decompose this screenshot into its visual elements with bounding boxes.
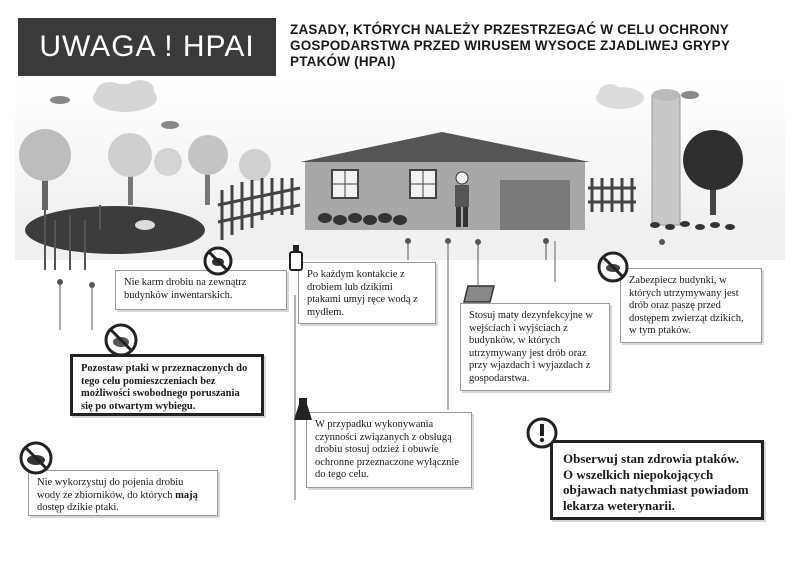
- tip-clothing: [306, 412, 472, 488]
- tip-text-bold: mają: [175, 489, 198, 501]
- tip-feed-indoors: [115, 270, 287, 310]
- tip-text: Zabezpiecz budynki, w których utrzymywany jest drób oraz paszę przed dostępem zwierząt dzikich, w tym ptaków.: [629, 275, 744, 336]
- banner-title: UWAGA ! HPAI: [39, 30, 255, 63]
- tip-secure-buildings: [620, 268, 762, 343]
- tip-text: Po każdym kontakcie z drobiem lub dzikimi ptakami umyj ręce wodą z mydłem.: [307, 269, 418, 318]
- disinfection-mat-icon: [462, 282, 496, 306]
- tip-disinfection-mats: [460, 303, 610, 391]
- tip-text: Pozostaw ptaki w przeznaczonych do tego celu pomieszczeniach bez: [81, 363, 248, 387]
- no-wild-animal-icon: [596, 250, 630, 284]
- tip-water: [28, 470, 218, 516]
- tip-text: Obserwuj stan zdrowia ptaków. O wszelkich niepokojących objawach natychmiast powiadom lekarza weterynarii.: [563, 451, 749, 513]
- tip-text: swobodnego poruszania: [130, 388, 240, 399]
- exclamation-icon: [525, 416, 559, 450]
- tip-observe-health: [550, 440, 764, 520]
- tip-text-bold: się: [81, 400, 93, 412]
- tip-text: Stosuj maty dezynfekcyjne w wejściach i wyjściach z budynków, w których utrzymywany jest drób oraz przy wjazdach i wyjazdach z gospodarstwa.: [469, 310, 593, 384]
- apron-icon: [292, 396, 314, 422]
- tip-text: Nie karm drobiu na zewnątrz budynków inwentarskich.: [124, 277, 247, 301]
- soap-bottle-icon: [286, 242, 306, 272]
- tip-keep-indoors: [70, 354, 264, 416]
- tip-text: W przypadku wykonywania czynności związanych z obsługą drobiu stosuj odzież i obuwie ochronne przeznaczone wyłącznie do tego celu.: [315, 419, 459, 480]
- tip-wash-hands: [298, 262, 436, 324]
- tip-text: Nie wykorzystuj do pojenia drobiu wody ze zbiorników, do których: [37, 477, 184, 501]
- tip-text: dostęp dzikie ptaki.: [37, 502, 119, 513]
- no-bird-outdoor-icon: [103, 322, 139, 358]
- no-duck-water-icon: [18, 440, 54, 476]
- no-bird-icon: [203, 246, 233, 276]
- tip-text: po otwartym wybiegu.: [92, 400, 196, 412]
- page-heading: ZASADY, KTÓRYCH NALEŻY PRZESTRZEGAĆ W CELU OCHRONY GOSPODARSTWA PRZED WIRUSEM WYSOCE ZJADLIWEJ GRYPY PTAKÓW (HPAI): [290, 22, 730, 69]
- tip-text-bold: możliwości: [81, 388, 130, 399]
